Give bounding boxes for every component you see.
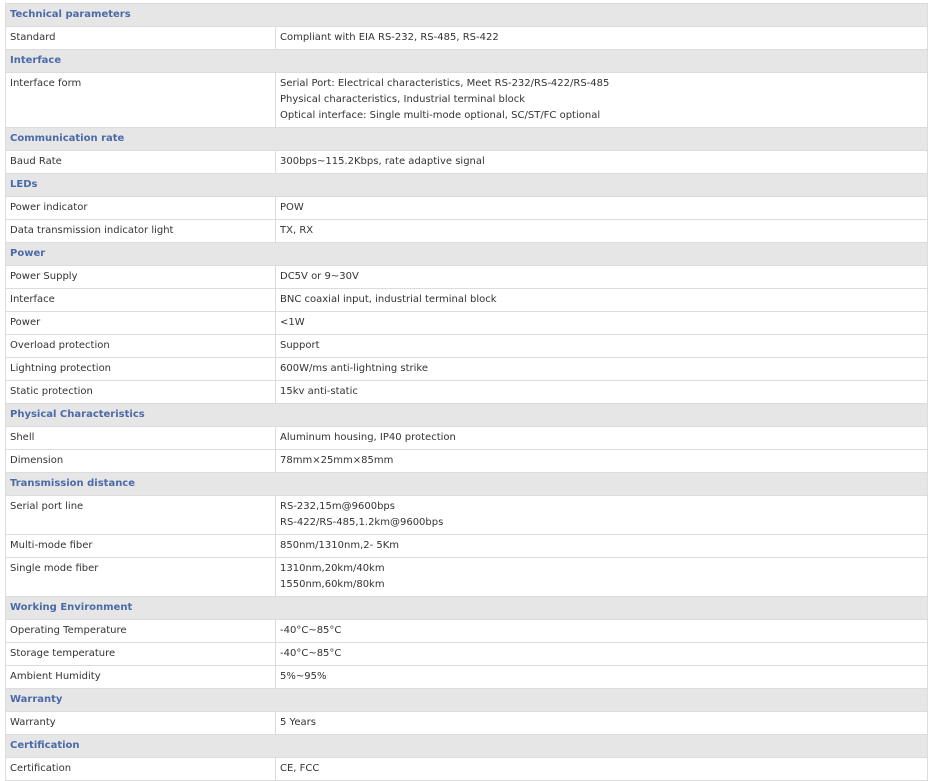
table-row [6,558,928,597]
table-row [6,358,928,381]
parameter-value [276,151,928,174]
parameter-label: Storage temperature [6,643,276,666]
parameter-value-line: 5 Years [280,717,316,728]
table-row [6,266,928,289]
parameter-label: Warranty [6,712,276,735]
parameter-value [276,73,928,128]
section-header-row [6,473,928,496]
parameter-value [276,558,928,597]
parameter-value-line: BNC coaxial input, industrial terminal block [280,294,497,305]
parameter-value [276,266,928,289]
parameter-value [276,289,928,312]
parameter-value-line: Serial Port: Electrical characteristics, Meet RS-232/RS-422/RS-485 [280,78,610,89]
table-row [6,381,928,404]
parameter-label: Power indicator [6,197,276,220]
parameter-label: Baud Rate [6,151,276,174]
parameter-value [276,358,928,381]
parameter-label: Operating Temperature [6,620,276,643]
section-title: Technical parameters [6,4,928,27]
parameter-label: Multi-mode fiber [6,535,276,558]
table-row [6,220,928,243]
parameter-value-line: <1W [280,317,305,328]
parameter-value-line: Compliant with EIA RS-232, RS-485, RS-422 [280,32,499,43]
parameter-value-line: Aluminum housing, IP40 protection [280,432,456,443]
parameter-label: Standard [6,27,276,50]
parameter-value-line: POW [280,202,304,213]
parameter-value [276,381,928,404]
table-row [6,312,928,335]
parameter-value [276,758,928,781]
section-title: Interface [6,50,928,73]
parameter-value-line: CE, FCC [280,763,320,774]
parameter-label: Lightning protection [6,358,276,381]
parameter-value-line: DC5V or 9~30V [280,271,359,282]
parameter-value [276,535,928,558]
parameter-value-line: TX, RX [280,225,314,236]
parameter-label: Power [6,312,276,335]
parameter-value [276,197,928,220]
section-title: Working Environment [6,597,928,620]
parameter-value-line: 5%~95% [280,671,327,682]
table-row [6,496,928,535]
parameter-value-line: 300bps~115.2Kbps, rate adaptive signal [280,156,485,167]
parameter-value [276,666,928,689]
table-row [6,643,928,666]
parameter-value [276,450,928,473]
parameter-label: Ambient Humidity [6,666,276,689]
section-title: Physical Characteristics [6,404,928,427]
parameter-value-line: -40°C~85°C [280,648,342,659]
spec-table [5,3,928,781]
parameter-label: Dimension [6,450,276,473]
parameter-value-line: -40°C~85°C [280,625,342,636]
parameter-value-line: RS-422/RS-485,1.2km@9600bps [280,517,444,528]
parameter-value-line: 78mm×25mm×85mm [280,455,394,466]
parameter-label: Serial port line [6,496,276,535]
section-title: Warranty [6,689,928,712]
parameter-label: Power Supply [6,266,276,289]
parameter-value [276,335,928,358]
section-header-row [6,174,928,197]
parameter-value-line: Physical characteristics, Industrial terminal block [280,94,526,105]
parameter-value [276,427,928,450]
section-header-row [6,243,928,266]
parameter-value [276,620,928,643]
table-row [6,73,928,128]
section-header-row [6,4,928,27]
table-row [6,289,928,312]
parameter-value-line: 600W/ms anti-lightning strike [280,363,428,374]
table-row [6,335,928,358]
parameter-value-line: 15kv anti-static [280,386,358,397]
table-row [6,620,928,643]
section-title: Communication rate [6,128,928,151]
parameter-label: Interface [6,289,276,312]
section-header-row [6,50,928,73]
parameter-label: Overload protection [6,335,276,358]
parameter-label: Single mode fiber [6,558,276,597]
parameter-label: Certification [6,758,276,781]
parameter-value [276,712,928,735]
section-title: LEDs [6,174,928,197]
table-row [6,712,928,735]
table-row [6,535,928,558]
section-header-row [6,735,928,758]
table-row [6,27,928,50]
parameter-value [276,496,928,535]
table-row [6,427,928,450]
section-title: Certification [6,735,928,758]
table-row [6,197,928,220]
table-row [6,666,928,689]
parameter-value [276,643,928,666]
parameter-label: Static protection [6,381,276,404]
parameter-value [276,312,928,335]
table-row [6,151,928,174]
table-row [6,758,928,781]
parameter-label: Shell [6,427,276,450]
parameter-value-line: Optical interface: Single multi-mode optional, SC/ST/FC optional [280,110,601,121]
parameter-value-line: RS-232,15m@9600bps [280,501,395,512]
section-title: Transmission distance [6,473,928,496]
spec-table-body [6,4,928,781]
section-header-row [6,597,928,620]
section-header-row [6,128,928,151]
parameter-value-line: 1310nm,20km/40km [280,563,385,574]
parameter-label: Interface form [6,73,276,128]
section-header-row [6,404,928,427]
parameter-label: Data transmission indicator light [6,220,276,243]
parameter-value [276,27,928,50]
section-title: Power [6,243,928,266]
parameter-value-line: 1550nm,60km/80km [280,579,385,590]
section-header-row [6,689,928,712]
table-row [6,450,928,473]
parameter-value-line: 850nm/1310nm,2- 5Km [280,540,400,551]
parameter-value [276,220,928,243]
parameter-value-line: Support [280,340,320,351]
